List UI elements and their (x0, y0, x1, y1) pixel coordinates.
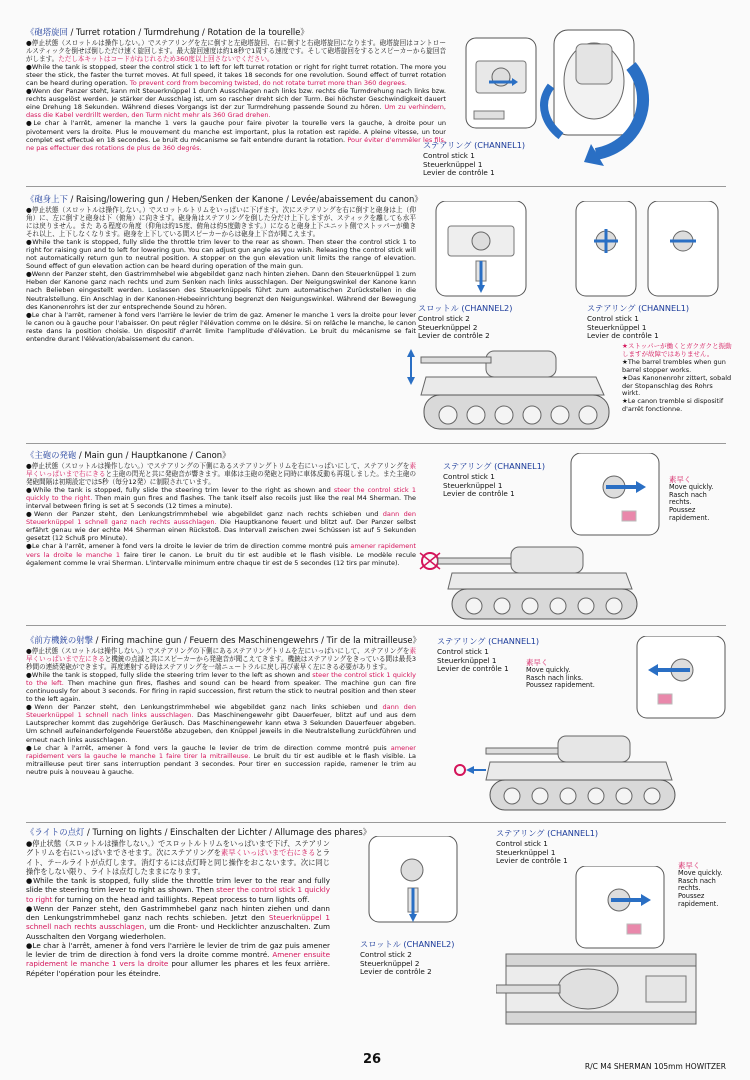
stick-name-de: Steuerknüppel 1 (443, 480, 503, 490)
main-text-fr-warning: amener rapidement vers la droite le manche 1 (26, 542, 417, 559)
control-stick2-names (360, 951, 432, 977)
mg-text-de-warning: dann den Steuerknüppel 1 schnell nach links ausschlagen. (26, 703, 416, 720)
stick-name-fr: Levier de contrôle 1 (496, 856, 568, 866)
stick-name-de: Steuerknüppel 1 (496, 847, 556, 857)
manual-title: R/C M4 SHERMAN 105mm HOWITZER (584, 1062, 726, 1071)
quick-fr: Poussez (669, 506, 696, 515)
mg-text-en-warning: steer the control stick 1 quickly to the left. (26, 671, 416, 688)
quick-de-2: rechts. (678, 884, 701, 893)
lights-text-de-warning: Steuerknüppel 1 schnell nach rechts ausschlagen, (26, 913, 330, 932)
stick-name-fr: Levier de contrôle 1 (587, 331, 659, 341)
move-quickly-note (669, 476, 713, 523)
warning-jp: ★ストッパーが働くとガクガクと振動しますが故障ではありません。 (622, 342, 732, 358)
lights-transmitter-steering (571, 866, 671, 950)
mg-text-fr-cont: Le bruit du tir est audible et le flash visible. La mitrailleuse peut tirer sans interruption pendant 3 secondes. Pour tirer en succession rapide, ramener le trim au neutre puis à nouveau à gauche. (26, 751, 416, 776)
gun-text-jp: ●停止状態（スロットルは操作しない。）でスロットルトリムをいっぱいに下げます。次にステアリングを右に倒すと砲身は上（仰角）に、左に倒すと砲身は下（俯角）に向きます。砲身角はステアリングを倒した分だけ上下しますが、スティックを離しても水平には戻りません。また ある程度の角度（仰角は約15度、俯角は約5度動きます。）になると砲身上下ユニット側でストッパーが働きそれ以上、上下しなくなります。砲身を上下している間スピーカーからは砲身上下音が聞こえます。 (26, 206, 416, 239)
stick-name-de: Steuerknüppel 2 (418, 322, 478, 332)
lights-text-de-cont: um die Front- und Hecklichter anzuschalten. Zum Ausschalten den Vorgang wiederholen. (26, 922, 331, 941)
gun-body-text (26, 206, 416, 343)
main-text-en-cont: Then main gun fires and flashes. The tank itself also recoils just like the real M4 Sherman. The interval between firing is set at 5 seconds (12 times a minute). (26, 494, 416, 511)
main-text-fr: ●Le char à l'arrêt, amener à fond vers la droite le levier de trim de direction comme montré puis (26, 542, 351, 551)
lights-text-en-warning: steer the control stick 1 quickly to right (26, 885, 330, 904)
turret-text-en-warning: To prevent cord from becoming twisted, do not rotate turret more than 360 degrees. (129, 79, 407, 88)
move-quickly-note (526, 659, 595, 690)
stick-name-de: Steuerknüppel 2 (360, 958, 420, 968)
stick-name-fr: Levier de contrôle 1 (423, 168, 495, 178)
lights-text-fr-cont: pour allumer les phares et les feux arrière. Répéter l'opération pour les éteindre. (26, 959, 331, 978)
stick-name-fr: Levier de contrôle 2 (418, 331, 490, 341)
lights-body-text (26, 839, 330, 978)
mg-text-en: ●While the tank is stopped, fully slide the steering trim lever to the left as shown and (26, 671, 313, 680)
quick-de: Rasch nach (678, 876, 716, 885)
mg-text-jp-warning: 素早くいっぱいまで左にきる (26, 647, 416, 664)
channel1-label: ステアリング (CHANNEL1) (496, 828, 599, 838)
main-text-jp: ●停止状態（スロットルは操作しない。）でステアリングの下側にあるステアリングトリムを右にいっぱいにして、ステアリングを (26, 462, 410, 470)
quick-fr: Poussez (678, 892, 705, 901)
main-gun-transmitter-illustration (566, 453, 666, 537)
main-text-en: ●While the tank is stopped, fully slide the steering trim lever to the right as shown and (26, 486, 334, 495)
machine-gun-transmitter-illustration (634, 636, 729, 720)
quick-de: Rasch nach (669, 490, 707, 499)
channel2-label: スロットル (CHANNEL2) (418, 303, 513, 313)
machine-gun-section (26, 634, 726, 823)
quick-de: Rasch nach links. (526, 673, 584, 682)
machine-gun-firing-tank (446, 724, 686, 816)
mg-text-en-cont: Then machine gun fires, flashes and sound can be heard from speaker. The machine gun can fire continuously for about 3 seconds. For firing in rapid succession, first return the stick to neutral position and then steer to the left again. (26, 679, 416, 704)
heading-en: / Main gun / Hauptkanone / Canon》 (78, 450, 231, 460)
lights-text-fr-warning: Amener ensuite rapidement le manche 1 vers la droite (26, 950, 330, 969)
quick-en: Move quickly. (678, 868, 723, 877)
channel2-label: スロットル (CHANNEL2) (360, 939, 455, 949)
lights-text-en: ●While the tank is stopped, fully slide the throttle trim lever to the rear and fully slide the steering trim lever to right as shown. Then (26, 876, 330, 895)
turret-text-fr-warning: Pour éviter d'emmêler les fils, ne pas effectuer des rotations de plus de 360 degrés. (26, 135, 446, 152)
turret-text-en: ●While the tank is stopped, steer the control stick 1 to left for left turret rotation or right for right turret rotation. The more you steer the stick, the faster the turret moves. At full speed, it takes 18 seconds for one revolution. Sound effect of turret rotation can be heard during operation. (26, 63, 446, 88)
quick-fr-2: rapidement. (678, 899, 719, 908)
turret-rotation-section (26, 26, 726, 187)
gun-text-en: ●While the tank is stopped, fully slide the throttle trim lever to the rear as shown. Then steer the control stick 1 to right for raising gun and to left for lowering gun. You can adjust gun angle as you wish. Releasing the control stick will not automatically return gun to neutral position. A stopper on the gun elevation unit limits the range of elevation. Sound effect of gun elevation action can be heard during operation of the main gun. (26, 238, 416, 271)
turret-body-text (26, 39, 446, 152)
stick-name-en: Control stick 2 (360, 950, 412, 959)
heading-en: / Turning on lights / Einschalten der Lichter / Allumage des phares》 (87, 827, 372, 837)
stopper-warning-note (622, 343, 732, 414)
lights-text-jp-cont: とライト、テールライトが点灯します。消灯するには点灯時と同じ操作をおこないます。次に同じ操作をしない限り、ライトは点灯したままになります。 (26, 848, 330, 876)
stick-name-de: Steuerknüppel 1 (437, 655, 497, 665)
control-stick-names (443, 473, 515, 499)
control-stick-names (423, 152, 495, 178)
gun-text-fr: ●Le char à l'arrêt, ramener à fond vers l'arrière le levier de trim de gaz. Amener le manche 1 vers la droite pour lever le canon ou à gauche pour l'abaisser. On peut régler l'élévation comme on le désire. Si on relâche le manche, le canon reste dans la position choisie. Un dispositif d'arrêt limite l'amplitude d'élévation. Le bruit du mécanisme se fait entendre durant l'élévation/abaissement du canon. (26, 310, 416, 343)
channel1-label: ステアリング (CHANNEL1) (443, 461, 546, 471)
gun-elevation-transmitters (426, 201, 726, 301)
main-text-de-warning: dann den Steuerknüppel 1 schnell ganz nach rechts ausschlagen. (26, 510, 416, 527)
sherman-tank-side-illustration (396, 333, 616, 441)
heading-en: / Firing machine gun / Feuern des Maschinengewehrs / Tir de la mitrailleuse》 (95, 635, 421, 645)
lights-text-en-cont: for turning on the head and taillights. Repeat process to turn lights off. (52, 894, 310, 904)
section-heading (26, 634, 726, 646)
move-quickly-note (678, 862, 722, 909)
main-text-en-warning: steer the control stick 1 quickly to the right. (26, 486, 416, 503)
stick-name-en: Control stick 1 (437, 647, 489, 656)
turret-text-jp: ●停止状態（スロットルは操作しない。）でステアリングを左に倒すと左砲塔旋回、右に倒すと右砲塔旋回になります。砲塔旋回はコントロールスティックを倒せば倒しただけ速く旋回します。最大旋回速度は約18秒で1周する速度です。そして砲塔旋回をするとスピーカーから旋回音がします。 (26, 39, 446, 64)
mg-text-fr: ●Le char à l'arrêt, amener à fond vers la gauche le levier de trim de direction comme montré puis (26, 743, 391, 752)
stick-name-de: Steuerknüppel 1 (423, 159, 483, 169)
quick-fr-2: rapidement. (669, 513, 710, 522)
gun-elevation-section (26, 193, 732, 444)
channel1-label: ステアリング (CHANNEL1) (587, 303, 690, 313)
warning-en: ★The barrel trembles when gun barrel stopper works. (622, 357, 726, 374)
main-gun-firing-tank (416, 531, 646, 621)
mg-text-jp: ●停止状態（スロットルは操作しない。）でステアリングの下側にあるステアリングトリムを左にいっぱいにして、ステアリングを (26, 647, 410, 655)
channel1-label: ステアリング (CHANNEL1) (437, 636, 540, 646)
stick-name-en: Control stick 1 (423, 151, 475, 160)
warning-de: ★Das Kanonenrohr zittert, sobald der Stopanschlag des Rohrs wirkt. (622, 373, 732, 398)
control-stick1-names (496, 840, 568, 866)
control-stick-names (437, 648, 509, 674)
mg-text-de: ●Wenn der Panzer steht, den Lenkungstrimmhebel wie abgebildet ganz nach links schieben und (26, 703, 383, 712)
turret-text-fr: ●Le char à l'arrêt, amener la manche 1 vers la gauche pour faire pivoter la tourelle vers la gauche, à droite pour un pivotement vers la droite. Plus le mouvement du manche est important, plus la rotation est rapide. A pleine vitesse, un tour complet est effectué en 18 secondes. Le bruit du mécanisme se fait entendre durant la rotation. (26, 119, 446, 144)
lights-section (26, 826, 726, 1032)
quick-jp: 素早く (526, 658, 549, 667)
quick-jp: 素早く (678, 861, 701, 870)
turret-text-de: ●Wenn der Panzer steht, kann mit Steuerknüppel 1 durch Ausschlagen nach links bzw. rechts die Turmdrehung nach links bzw. rechts ausgelöst werden. Je stärker der Ausschlag ist, um so rascher dreht sich der Turm. Bei höchster Geschwindigkeit dauert eine Drehung 18 Sekunden. Während dieses Vorgangs ist der zur Turmdrehung passende Sound zu hören. (26, 87, 446, 112)
quick-en: Move quickly. (669, 482, 714, 491)
heading-jp: 《砲身上下 (26, 194, 68, 204)
quick-jp: 素早く (669, 475, 692, 484)
stick-name-de: Steuerknüppel 1 (587, 322, 647, 332)
stick-name-en: Control stick 1 (587, 314, 639, 323)
main-text-jp-warning: 素早くいっぱいまで右にきる (26, 462, 416, 479)
lights-transmitter-throttle (364, 836, 464, 926)
quick-de-2: rechts. (669, 498, 692, 507)
stick-name-fr: Levier de contrôle 1 (443, 489, 515, 499)
heading-en: / Turret rotation / Turmdrehung / Rotation de la tourelle》 (70, 27, 309, 37)
quick-en: Move quickly. (526, 665, 571, 674)
channel1-label: ステアリング (CHANNEL1) (423, 140, 526, 150)
heading-jp: 《主砲の発砲 (26, 450, 77, 460)
main-gun-body-text (26, 462, 416, 567)
lights-text-jp: ●停止状態（スロットルは操作しない。）でスロットルトリムをいっぱいまで下げ、ステアリングトリムを右にいっぱいまでさせます。次にステアリングを (26, 839, 330, 858)
stick-name-en: Control stick 2 (418, 314, 470, 323)
quick-fr: Poussez rapidement. (526, 681, 595, 690)
lights-text-fr: ●Le char à l'arrêt, amener à fond vers l'arrière le levier de trim de gaz puis amener le levier de trim de direction à fond vers la droite comme montré. (26, 940, 330, 959)
machine-gun-body-text (26, 647, 416, 776)
main-text-fr-cont: faire tirer le canon. Le bruit du tir est audible et le flash visible. Le modèle recule également comme le vrai Sherman. L'intervalle minimum entre chaque tir est de 5 secondes (12 tirs par minute). (26, 550, 416, 567)
mg-text-de-cont: Das Maschinengewehr gibt Dauerfeuer, blitzt auf und aus dem Lautsprecher kommt das zugehörige Geräusch. Das Maschinengewehr kann etwa 3 Sekunden Dauerfeuer abgeben. Um schnell aufeinanderfolgende Feuerstöße abzugeben, den Knüppel jeweils in die Neutralstellung zurückführen und erneut nach links ausschlagen. (26, 711, 416, 744)
mg-text-fr-warning: amener rapidement vers la gauche le manche 1 faire tirer la mitrailleuse. (26, 743, 416, 760)
stick-name-en: Control stick 1 (496, 839, 548, 848)
tank-top-view-illustration (496, 948, 711, 1030)
gun-text-de: ●Wenn der Panzer steht, den Gastrimmhebel wie abgebildet ganz nach hinten ziehen. Dann den Steuerknüppel 1 zum Heben der Kanone ganz nach rechts und zum Senken nach links ausschlagen. Der Neigungswinkel der Kanone kann nach Belieben eingestellt werden. Loslassen des Steuerknüppels führt zum automatischen Zurückstellen in die Neutralstellung. Ein Anschlag in der Kanonen-Hebeeinrichtung begrenzt den Neigungswinkel. Während der Bewegung des Kanonenrohrs ist der zur entsprechende Sound zu hören. (26, 270, 416, 311)
stick-name-fr: Levier de contrôle 2 (360, 967, 432, 977)
main-gun-section (26, 449, 726, 626)
warning-fr: ★Le canon tremble si dispositif d'arrêt fonctionne. (622, 397, 724, 414)
heading-jp: 《砲塔旋回 (26, 27, 68, 37)
main-text-de: ●Wenn der Panzer steht, den Lenkungstrimmhebel wie abgebildet ganz nach rechts schieben und (26, 510, 383, 519)
heading-jp: 《ライトの点灯 (26, 827, 85, 837)
heading-en: / Raising/lowering gun / Heben/Senken der Kanone / Levée/abaissement du canon》 (70, 194, 423, 204)
heading-jp: 《前方機銃の射撃 (26, 635, 93, 645)
stick-name-fr: Levier de contrôle 1 (437, 664, 509, 674)
lights-text-de: ●Wenn der Panzer steht, den Gastrimmhebel ganz nach hinten ziehen und dann den Lenkungstrimmhebel ganz nach rechts schieben. Jetzt den (26, 903, 330, 922)
page-number: 26 (363, 1052, 382, 1067)
main-text-jp-cont: と主砲の閃光と共に発砲音が響きます。車体は主砲の発砲と同時に車体反動も再現しました。また主砲の発砲間隔は初期設定では5秒（毎分12発）に制限されています。 (26, 470, 416, 487)
turret-text-jp-warning: ただし本キットはコードがねじれるため360度以上回さないでください。 (58, 55, 274, 64)
turret-text-de-warning: Um zu verhindern, dass die Kabel verdrillt werden, den Turm nicht mehr als 360 Grad drehen. (26, 103, 446, 120)
stick-name-en: Control stick 1 (443, 472, 495, 481)
lights-text-jp-warning: 素早くいっぱいまで右にきる (221, 848, 316, 858)
mg-text-jp-cont: と機銃の点滅と共にスピーカーから発砲音が聞こえてきます。機銃はステアリングをきっている間は最長3秒間の連続発砲ができます。再度連射する時はステアリングを一端ニュートラルに戻し再び素早く左にきる必要があります。 (26, 655, 416, 672)
main-text-de-cont: Die Hauptkanone feuert und blitzt auf. Der Panzer selbst erfährt genau wie der echte M4 Sherman einen Rückstoß. Das Intervall zwischen zwei Schüssen ist auf 5 Sekunden gesetzt (12 Schuß pro Minute). (26, 518, 417, 543)
